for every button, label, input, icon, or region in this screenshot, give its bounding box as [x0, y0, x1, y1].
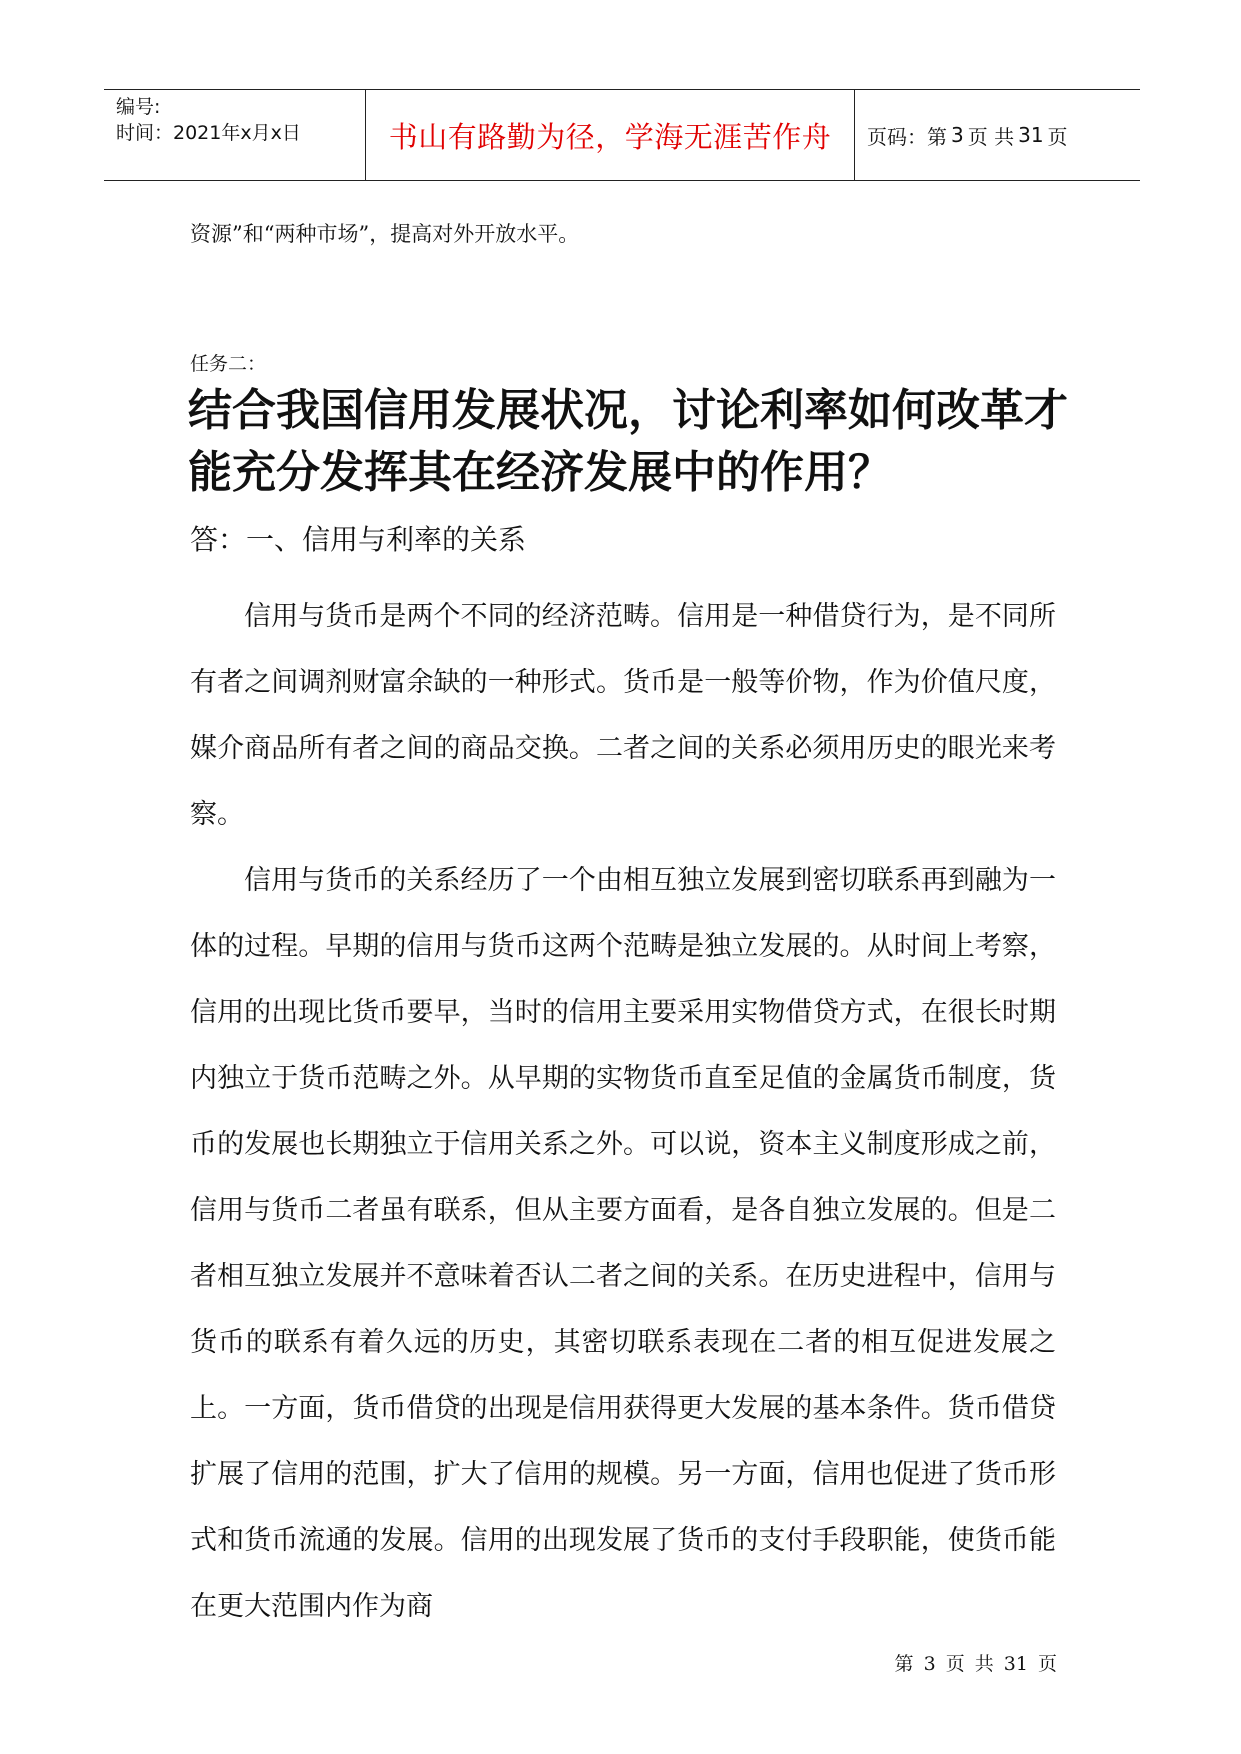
page-total: 31: [1018, 123, 1044, 147]
document-number-label: 编号:: [116, 96, 161, 118]
continuation-text: 资源”和“两种市场”，提高对外开放水平。: [190, 222, 580, 246]
task-title: 结合我国信用发展状况，讨论利率如何改革才能充分发挥其在经济发展中的作用？: [188, 385, 1068, 498]
header-page-info: [855, 90, 1140, 180]
page-mid: 页 共: [967, 124, 1015, 149]
header-motto: 书山有路勤为径，学海无涯苦作舟: [366, 90, 855, 180]
document-time-label: 时间：2021年x月x日: [116, 122, 301, 144]
page-label: 页码：第: [867, 124, 947, 149]
body-text: [190, 584, 1056, 1640]
answer-heading: 答：一、信用与利率的关系: [190, 523, 527, 556]
page-footer: 第 3 页 共 31 页: [894, 1653, 1057, 1675]
page-end: 页: [1047, 124, 1068, 149]
task-label: 任务二：: [190, 353, 267, 375]
body-paragraph: 信用与货币是两个不同的经济范畴。信用是一种借贷行为，是不同所有者之间调剂财富余缺的一种形式。货币是一般等价物，作为价值尺度，媒介商品所有者之间的商品交换。二者之间的关系必须用历史的眼光来考察。: [190, 601, 1056, 830]
body-paragraph: 信用与货币的关系经历了一个由相互独立发展到密切联系再到融为一体的过程。早期的信用与货币这两个范畴是独立发展的。从时间上考察，信用的出现比货币要早，当时的信用主要采用实物借贷方式，在很长时期内独立于货币范畴之外。从早期的实物货币直至足值的金属货币制度，货币的发展也长期独立于信用关系之外。可以说，资本主义制度形成之前，信用与货币二者虽有联系，但从主要方面看，是各自独立发展的。但是二者相互独立发展并不意味着否认二者之间的关系。在历史进程中，信用与货币的联系有着久远的历史，其密切联系表现在二者的相互促进发展之上。一方面，货币借贷的出现是信用获得更大发展的基本条件。货币借贷扩展了信用的范围，扩大了信用的规模。另一方面，信用也促进了货币形式和货币流通的发展。信用的出现发展了货币的支付手段职能，使货币能在更大范围内作为商: [190, 865, 1056, 1622]
header-meta: [104, 90, 366, 180]
page-current: 3: [951, 123, 964, 147]
page-header: [104, 89, 1140, 181]
